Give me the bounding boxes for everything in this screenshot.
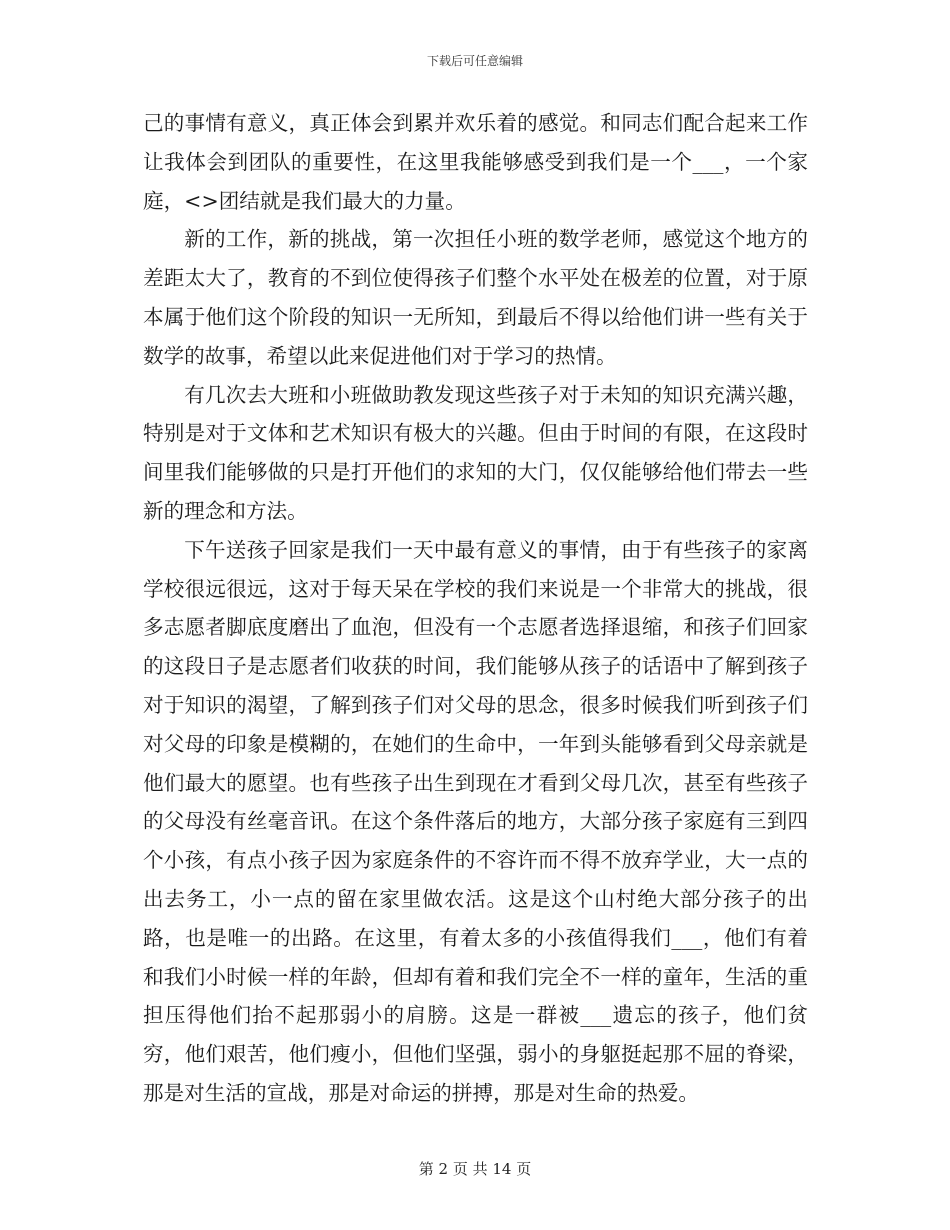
page-number-footer: 第 2 页 共 14 页 [418, 1160, 532, 1178]
paragraph-new-work: 新的工作，新的挑战，第一次担任小班的数学老师，感觉这个地方的差距太大了，教育的不到位使得孩子们整个水平处在极差的位置，对于原本属于他们这个阶段的知识一无所知，到最后不得以给他们讲一些有关于数学的故事，希望以此来促进他们对于学习的热情。 [143, 227, 808, 368]
document-body [143, 104, 808, 1113]
paragraph-assistant-teaching: 有几次去大班和小班做助教发现这些孩子对于未知的知识充满兴趣，特别是对于文体和艺术知识有极大的兴趣。但由于时间的有限，在这段时间里我们能够做的只是打开他们的求知的大门，仅仅能够给他们带去一些新的理念和方法。 [143, 382, 808, 523]
paragraph-continued: 己的事情有意义，真正体会到累并欢乐着的感觉。和同志们配合起来工作让我体会到团队的重要性，在这里我能够感受到我们是一个___，一个家庭，<>团结就是我们最大的力量。 [143, 111, 808, 213]
paragraph-sending-children-home: 下午送孩子回家是我们一天中最有意义的事情，由于有些孩子的家离学校很远很远，这对于每天呆在学校的我们来说是一个非常大的挑战，很多志愿者脚底度磨出了血泡，但没有一个志愿者选择退缩，和孩子们回家的这段日子是志愿者们收获的时间，我们能够从孩子的话语中了解到孩子对于知识的渴望，了解到孩子们对父母的思念，很多时候我们听到孩子们对父母的印象是模糊的，在她们的生命中，一年到头能够看到父母亲就是他们最大的愿望。也有些孩子出生到现在才看到父母几次，甚至有些孩子的父母没有丝毫音讯。在这个条件落后的地方，大部分孩子家庭有三到四个小孩，有点小孩子因为家庭条件的不容许而不得不放弃学业，大一点的出去务工，小一点的留在家里做农活。这是这个山村绝大部分孩子的出路，也是唯一的出路。在这里，有着太多的小孩值得我们___，他们有着和我们小时候一样的年龄，但却有着和我们完全不一样的童年，生活的重担压得他们抬不起那弱小的肩膀。这是一群被___遗忘的孩子，他们贫穷，他们艰苦，他们瘦小，但他们坚强，弱小的身躯挺起那不屈的脊梁，那是对生活的宣战，那是对命运的拼搏，那是对生命的热爱。 [143, 537, 808, 1105]
page-header-note: 下载后可任意编辑 [426, 54, 523, 68]
